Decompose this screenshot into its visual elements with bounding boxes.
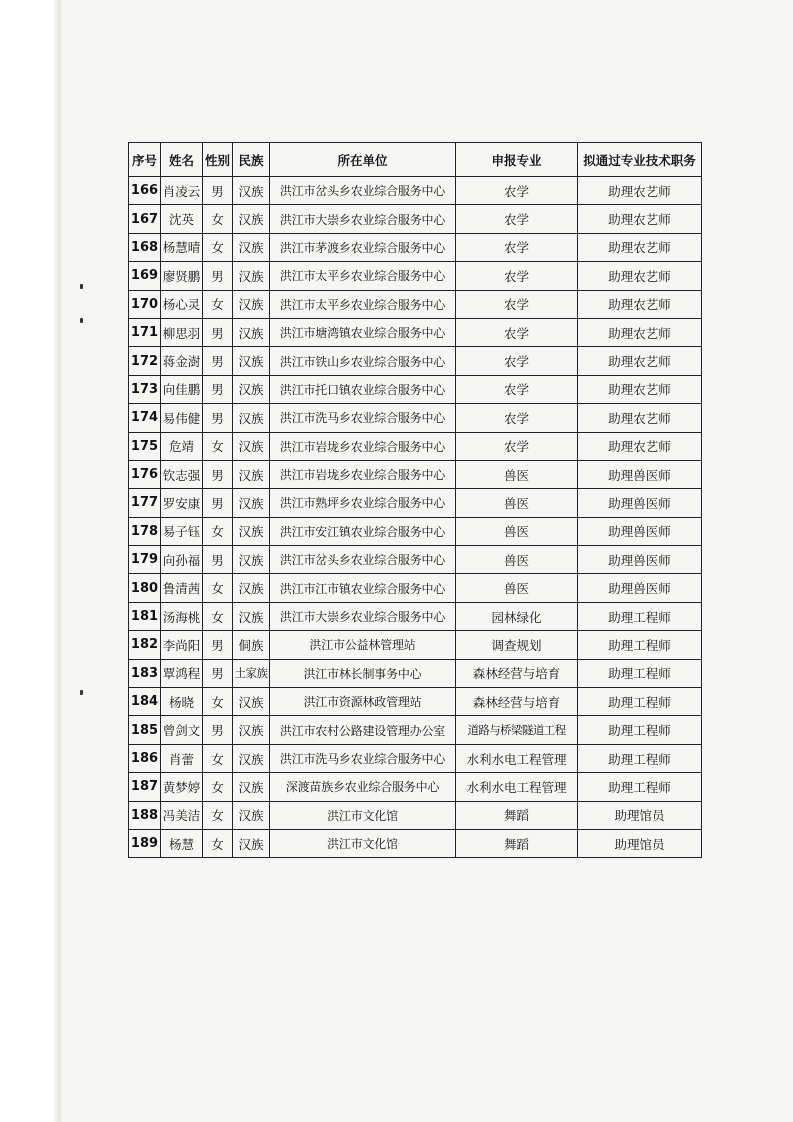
personnel-table-container: [128, 142, 701, 858]
cell-unit: 洪江市文化馆: [270, 801, 456, 829]
cell-title: 助理工程师: [578, 773, 702, 801]
cell-name: 罗安康: [161, 489, 203, 517]
cell-name: 向孙福: [161, 546, 203, 574]
cell-name: 钦志强: [161, 460, 203, 488]
cell-specialty: 园林绿化: [456, 602, 578, 630]
table-row: [129, 318, 702, 346]
cell-unit: 洪江市岩垅乡农业综合服务中心: [270, 460, 456, 488]
cell-ethnicity: 汉族: [233, 318, 270, 346]
cell-unit: 洪江市林长制事务中心: [270, 659, 456, 687]
cell-specialty: 舞蹈: [456, 829, 578, 857]
table-row: [129, 631, 702, 659]
cell-specialty: 水利水电工程管理: [456, 744, 578, 772]
cell-specialty: 农学: [456, 404, 578, 432]
cell-gender: 女: [203, 773, 233, 801]
cell-title: 助理农艺师: [578, 262, 702, 290]
table-row: [129, 489, 702, 517]
cell-index: 185: [129, 716, 161, 744]
cell-unit: 洪江市岔头乡农业综合服务中心: [270, 546, 456, 574]
cell-name: 杨心灵: [161, 290, 203, 318]
cell-ethnicity: 汉族: [233, 404, 270, 432]
cell-title: 助理工程师: [578, 602, 702, 630]
cell-name: 杨晓: [161, 688, 203, 716]
cell-index: 173: [129, 375, 161, 403]
cell-title: 助理工程师: [578, 659, 702, 687]
cell-gender: 女: [203, 744, 233, 772]
cell-ethnicity: 汉族: [233, 602, 270, 630]
header-ethnicity: 民族: [233, 143, 270, 177]
cell-unit: 洪江市托口镇农业综合服务中心: [270, 375, 456, 403]
cell-ethnicity: 汉族: [233, 262, 270, 290]
cell-unit: 洪江市江市镇农业综合服务中心: [270, 574, 456, 602]
table-row: [129, 829, 702, 857]
scan-edge-shadow: [0, 0, 62, 1122]
cell-title: 助理农艺师: [578, 205, 702, 233]
cell-ethnicity: 汉族: [233, 460, 270, 488]
cell-title: 助理馆员: [578, 829, 702, 857]
cell-title: 助理农艺师: [578, 347, 702, 375]
cell-index: 178: [129, 517, 161, 545]
cell-unit: 洪江市洗马乡农业综合服务中心: [270, 744, 456, 772]
cell-name: 柳思羽: [161, 318, 203, 346]
cell-index: 189: [129, 829, 161, 857]
cell-ethnicity: 侗族: [233, 631, 270, 659]
cell-name: 曾剑文: [161, 716, 203, 744]
cell-unit: 洪江市农村公路建设管理办公室: [270, 716, 456, 744]
cell-unit: 洪江市太平乡农业综合服务中心: [270, 262, 456, 290]
cell-gender: 女: [203, 574, 233, 602]
cell-gender: 女: [203, 233, 233, 261]
header-index: 序号: [129, 143, 161, 177]
cell-gender: 女: [203, 290, 233, 318]
cell-name: 汤海桃: [161, 602, 203, 630]
cell-gender: 女: [203, 688, 233, 716]
cell-index: 175: [129, 432, 161, 460]
cell-specialty: 水利水电工程管理: [456, 773, 578, 801]
cell-title: 助理兽医师: [578, 574, 702, 602]
cell-ethnicity: 汉族: [233, 205, 270, 233]
cell-name: 易子钰: [161, 517, 203, 545]
cell-specialty: 兽医: [456, 517, 578, 545]
cell-name: 杨慧: [161, 829, 203, 857]
cell-ethnicity: 汉族: [233, 716, 270, 744]
cell-specialty: 森林经营与培育: [456, 659, 578, 687]
cell-ethnicity: 汉族: [233, 744, 270, 772]
cell-name: 覃鸿程: [161, 659, 203, 687]
table-row: [129, 517, 702, 545]
cell-gender: 男: [203, 659, 233, 687]
table-row: [129, 233, 702, 261]
cell-specialty: 农学: [456, 432, 578, 460]
cell-specialty: 农学: [456, 233, 578, 261]
cell-gender: 女: [203, 205, 233, 233]
cell-specialty: 农学: [456, 290, 578, 318]
table-row: [129, 574, 702, 602]
cell-unit: 洪江市文化馆: [270, 829, 456, 857]
cell-name: 黄梦婷: [161, 773, 203, 801]
table-header-row: [129, 143, 702, 177]
cell-title: 助理农艺师: [578, 318, 702, 346]
table-row: [129, 744, 702, 772]
cell-ethnicity: 汉族: [233, 489, 270, 517]
scan-speck: [80, 690, 83, 695]
cell-title: 助理农艺师: [578, 290, 702, 318]
cell-gender: 男: [203, 318, 233, 346]
cell-ethnicity: 汉族: [233, 801, 270, 829]
table-row: [129, 659, 702, 687]
cell-gender: 女: [203, 801, 233, 829]
cell-title: 助理兽医师: [578, 489, 702, 517]
cell-title: 助理农艺师: [578, 375, 702, 403]
cell-index: 179: [129, 546, 161, 574]
cell-specialty: 农学: [456, 347, 578, 375]
cell-index: 166: [129, 177, 161, 205]
cell-gender: 男: [203, 404, 233, 432]
cell-ethnicity: 土家族: [233, 659, 270, 687]
cell-index: 172: [129, 347, 161, 375]
cell-specialty: 农学: [456, 177, 578, 205]
cell-specialty: 农学: [456, 205, 578, 233]
cell-unit: 洪江市太平乡农业综合服务中心: [270, 290, 456, 318]
table-row: [129, 460, 702, 488]
cell-ethnicity: 汉族: [233, 290, 270, 318]
cell-title: 助理兽医师: [578, 546, 702, 574]
cell-specialty: 森林经营与培育: [456, 688, 578, 716]
table-row: [129, 347, 702, 375]
cell-gender: 女: [203, 432, 233, 460]
table-row: [129, 290, 702, 318]
cell-index: 188: [129, 801, 161, 829]
cell-index: 183: [129, 659, 161, 687]
personnel-table: [128, 142, 702, 858]
cell-title: 助理兽医师: [578, 460, 702, 488]
cell-name: 肖凌云: [161, 177, 203, 205]
cell-gender: 男: [203, 375, 233, 403]
header-unit: 所在单位: [270, 143, 456, 177]
cell-index: 182: [129, 631, 161, 659]
cell-specialty: 道路与桥梁隧道工程: [456, 716, 578, 744]
cell-specialty: 兽医: [456, 460, 578, 488]
table-row: [129, 716, 702, 744]
cell-specialty: 农学: [456, 375, 578, 403]
cell-specialty: 兽医: [456, 546, 578, 574]
cell-index: 181: [129, 602, 161, 630]
cell-ethnicity: 汉族: [233, 375, 270, 403]
cell-title: 助理兽医师: [578, 517, 702, 545]
cell-unit: 洪江市安江镇农业综合服务中心: [270, 517, 456, 545]
cell-name: 蒋金澍: [161, 347, 203, 375]
cell-index: 171: [129, 318, 161, 346]
cell-ethnicity: 汉族: [233, 233, 270, 261]
cell-title: 助理工程师: [578, 631, 702, 659]
cell-title: 助理工程师: [578, 716, 702, 744]
cell-specialty: 农学: [456, 262, 578, 290]
table-row: [129, 546, 702, 574]
table-row: [129, 688, 702, 716]
cell-gender: 女: [203, 829, 233, 857]
cell-title: 助理工程师: [578, 744, 702, 772]
table-row: [129, 602, 702, 630]
cell-title: 助理农艺师: [578, 432, 702, 460]
table-row: [129, 801, 702, 829]
cell-title: 助理工程师: [578, 688, 702, 716]
table-row: [129, 177, 702, 205]
cell-ethnicity: 汉族: [233, 574, 270, 602]
cell-gender: 男: [203, 460, 233, 488]
cell-unit: 洪江市洗马乡农业综合服务中心: [270, 404, 456, 432]
header-name: 姓名: [161, 143, 203, 177]
cell-title: 助理农艺师: [578, 404, 702, 432]
table-row: [129, 432, 702, 460]
cell-specialty: 兽医: [456, 489, 578, 517]
cell-specialty: 舞蹈: [456, 801, 578, 829]
scan-speck: [80, 284, 83, 289]
table-row: [129, 773, 702, 801]
cell-name: 危靖: [161, 432, 203, 460]
cell-name: 向佳鹏: [161, 375, 203, 403]
header-gender: 性别: [203, 143, 233, 177]
cell-gender: 女: [203, 517, 233, 545]
cell-index: 184: [129, 688, 161, 716]
cell-specialty: 调查规划: [456, 631, 578, 659]
cell-unit: 洪江市熟坪乡农业综合服务中心: [270, 489, 456, 517]
cell-gender: 男: [203, 347, 233, 375]
table-body: [129, 177, 702, 858]
cell-unit: 洪江市公益林管理站: [270, 631, 456, 659]
cell-gender: 男: [203, 546, 233, 574]
cell-gender: 男: [203, 631, 233, 659]
cell-unit: 洪江市岩垅乡农业综合服务中心: [270, 432, 456, 460]
cell-ethnicity: 汉族: [233, 347, 270, 375]
cell-gender: 男: [203, 716, 233, 744]
cell-specialty: 兽医: [456, 574, 578, 602]
cell-gender: 男: [203, 177, 233, 205]
cell-ethnicity: 汉族: [233, 546, 270, 574]
cell-gender: 女: [203, 602, 233, 630]
table-row: [129, 262, 702, 290]
header-title: 拟通过专业技术职务: [578, 143, 702, 177]
cell-index: 168: [129, 233, 161, 261]
cell-ethnicity: 汉族: [233, 517, 270, 545]
cell-name: 鲁清茜: [161, 574, 203, 602]
cell-unit: 洪江市资源林政管理站: [270, 688, 456, 716]
cell-unit: 洪江市大崇乡农业综合服务中心: [270, 205, 456, 233]
cell-index: 167: [129, 205, 161, 233]
cell-index: 170: [129, 290, 161, 318]
cell-ethnicity: 汉族: [233, 432, 270, 460]
cell-unit: 洪江市大崇乡农业综合服务中心: [270, 602, 456, 630]
cell-index: 187: [129, 773, 161, 801]
cell-ethnicity: 汉族: [233, 688, 270, 716]
table-row: [129, 404, 702, 432]
cell-unit: 洪江市茅渡乡农业综合服务中心: [270, 233, 456, 261]
cell-name: 冯美洁: [161, 801, 203, 829]
cell-title: 助理农艺师: [578, 177, 702, 205]
cell-ethnicity: 汉族: [233, 829, 270, 857]
cell-unit: 深渡苗族乡农业综合服务中心: [270, 773, 456, 801]
scan-speck: [80, 318, 83, 323]
table-row: [129, 375, 702, 403]
cell-index: 180: [129, 574, 161, 602]
cell-index: 176: [129, 460, 161, 488]
cell-gender: 男: [203, 489, 233, 517]
cell-unit: 洪江市铁山乡农业综合服务中心: [270, 347, 456, 375]
header-specialty: 申报专业: [456, 143, 578, 177]
cell-index: 169: [129, 262, 161, 290]
cell-name: 廖贤鹏: [161, 262, 203, 290]
cell-name: 李尚阳: [161, 631, 203, 659]
cell-name: 易伟健: [161, 404, 203, 432]
table-row: [129, 205, 702, 233]
cell-ethnicity: 汉族: [233, 773, 270, 801]
cell-title: 助理农艺师: [578, 233, 702, 261]
cell-gender: 男: [203, 262, 233, 290]
cell-specialty: 农学: [456, 318, 578, 346]
cell-index: 174: [129, 404, 161, 432]
cell-index: 186: [129, 744, 161, 772]
cell-index: 177: [129, 489, 161, 517]
cell-unit: 洪江市塘湾镇农业综合服务中心: [270, 318, 456, 346]
cell-ethnicity: 汉族: [233, 177, 270, 205]
cell-name: 沈英: [161, 205, 203, 233]
cell-unit: 洪江市岔头乡农业综合服务中心: [270, 177, 456, 205]
cell-name: 杨慧晴: [161, 233, 203, 261]
cell-title: 助理馆员: [578, 801, 702, 829]
cell-name: 肖蕾: [161, 744, 203, 772]
